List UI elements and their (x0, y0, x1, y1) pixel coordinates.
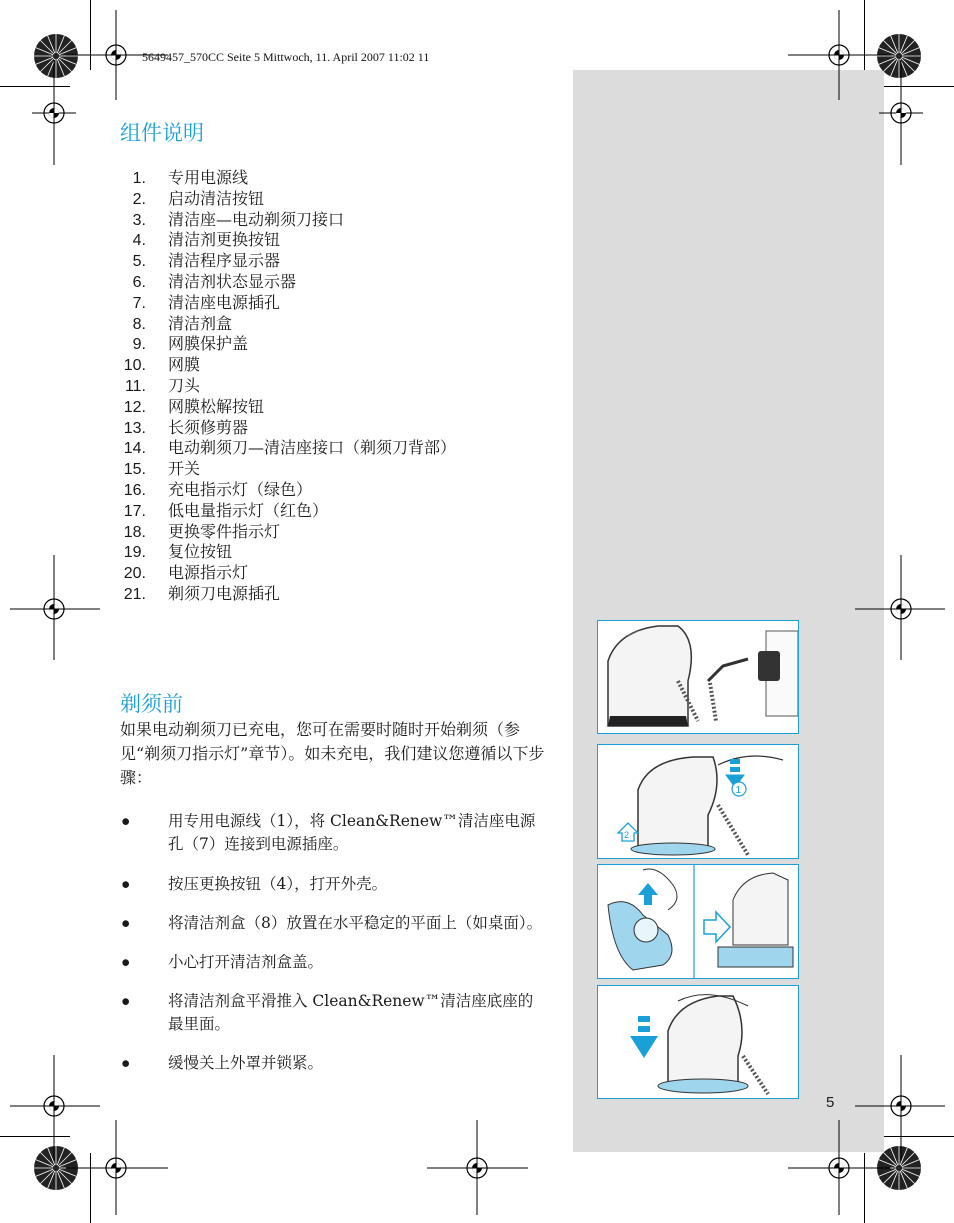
part-item (118, 293, 456, 314)
part-number: 18. (123, 523, 146, 541)
part-item (118, 189, 456, 210)
part-item (118, 314, 456, 335)
part-item (118, 563, 456, 584)
part-item (118, 397, 456, 418)
part-item (118, 501, 456, 522)
parts-heading: 组件说明 (120, 121, 204, 145)
part-label: 清洁剂状态显示器 (168, 271, 297, 291)
part-item (118, 168, 456, 189)
part-item (118, 438, 456, 459)
part-number: 8. (132, 315, 146, 333)
part-label: 电动剃须刀—清洁座接口（剃须刀背部） (168, 438, 457, 458)
part-number: 6. (132, 273, 146, 291)
part-item (118, 210, 456, 231)
part-label: 清洁剂更换按钮 (168, 230, 281, 250)
part-label: 复位按钮 (168, 542, 233, 562)
part-number: 11. (124, 377, 146, 395)
intro-paragraph (120, 718, 550, 790)
figure-plug-in (597, 620, 799, 734)
part-item (118, 230, 456, 251)
part-number: 12. (123, 398, 146, 416)
step-item (118, 951, 548, 974)
part-number: 9. (132, 336, 146, 354)
step-text: 按压更换按钮（4），打开外壳。 (168, 875, 388, 893)
step-item (118, 990, 548, 1036)
part-number: 10. (123, 357, 146, 375)
part-number: 21. (123, 585, 146, 603)
bullet-icon: ● (121, 876, 131, 893)
part-number: 20. (123, 565, 146, 583)
part-number: 17. (123, 502, 146, 520)
part-item (118, 522, 456, 543)
figure-cartridge (597, 864, 799, 979)
part-item (118, 376, 456, 397)
figure-label-1: 1 (735, 785, 742, 796)
part-item (118, 542, 456, 563)
step-item (118, 810, 548, 856)
bullet-icon: ● (121, 915, 131, 932)
figure-close-cover (597, 985, 799, 1099)
figure-label-2: 2 (624, 830, 630, 840)
part-item (118, 459, 456, 480)
part-label: 充电指示灯（绿色） (168, 479, 313, 499)
part-label: 清洁座—电动剃须刀接口 (168, 209, 345, 229)
part-label: 专用电源线 (168, 168, 249, 187)
page-number: 5 (826, 1094, 835, 1111)
part-label: 网膜 (168, 355, 201, 375)
part-label: 网膜松解按钮 (168, 396, 265, 416)
print-slug: 5649457_570CC Seite 5 Mittwoch, 11. April 2007 11:02 11 (142, 50, 430, 64)
part-item (118, 480, 456, 501)
step-text: 小心打开清洁剂盒盖。 (168, 953, 324, 971)
part-number: 7. (132, 294, 146, 312)
part-item (118, 334, 456, 355)
part-item (118, 418, 456, 439)
bullet-icon: ● (121, 954, 131, 971)
part-number: 1. (132, 170, 146, 187)
part-label: 更换零件指示灯 (168, 521, 281, 541)
part-label: 长须修剪器 (168, 417, 249, 437)
part-label: 刀头 (168, 375, 201, 395)
bullet-icon: ● (121, 993, 131, 1010)
figure-open-cover (597, 744, 799, 859)
bullet-icon: ● (121, 1055, 131, 1072)
before-shaving-heading: 剃须前 (120, 692, 183, 716)
part-number: 5. (132, 253, 146, 271)
part-number: 2. (132, 190, 146, 208)
intro-text: 如果电动剃须刀已充电，您可在需要时随时开始剃须（参见“剃须刀指示灯”章节）。如未充电，我们建议您遵循以下步骤： (120, 720, 545, 787)
part-number: 4. (132, 232, 146, 250)
steps-list (118, 810, 548, 1075)
step-item (118, 912, 548, 935)
part-label: 低电量指示灯（红色） (168, 500, 329, 520)
part-label: 清洁座电源插孔 (168, 292, 281, 312)
part-label: 清洁剂盒 (168, 313, 233, 333)
part-label: 启动清洁按钮 (168, 188, 265, 208)
step-text: 用专用电源线（1），将 Clean&Renew™清洁座电源孔（7）连接到电源插座。 (168, 812, 536, 853)
part-number: 3. (132, 211, 146, 229)
part-item (118, 272, 456, 293)
part-item (118, 251, 456, 272)
part-number: 14. (123, 440, 146, 458)
part-label: 开关 (168, 459, 201, 479)
part-number: 15. (123, 461, 146, 479)
step-text: 将清洁剂盒平滑推入 Clean&Renew™清洁座底座的最里面。 (168, 992, 534, 1033)
part-label: 电源指示灯 (168, 563, 249, 583)
part-item (118, 584, 456, 605)
part-number: 16. (123, 481, 146, 499)
parts-list (118, 168, 456, 605)
part-number: 19. (123, 544, 146, 562)
part-label: 清洁程序显示器 (168, 251, 281, 271)
part-number: 13. (123, 419, 146, 437)
bullet-icon: ● (121, 813, 131, 830)
step-item (118, 1052, 548, 1075)
step-text: 将清洁剂盒（8）放置在水平稳定的平面上（如桌面）。 (168, 914, 543, 932)
step-item (118, 873, 548, 896)
part-label: 网膜保护盖 (168, 334, 249, 354)
step-text: 缓慢关上外罩并锁紧。 (168, 1054, 324, 1072)
part-item (118, 355, 456, 376)
part-label: 剃须刀电源插孔 (168, 583, 281, 603)
